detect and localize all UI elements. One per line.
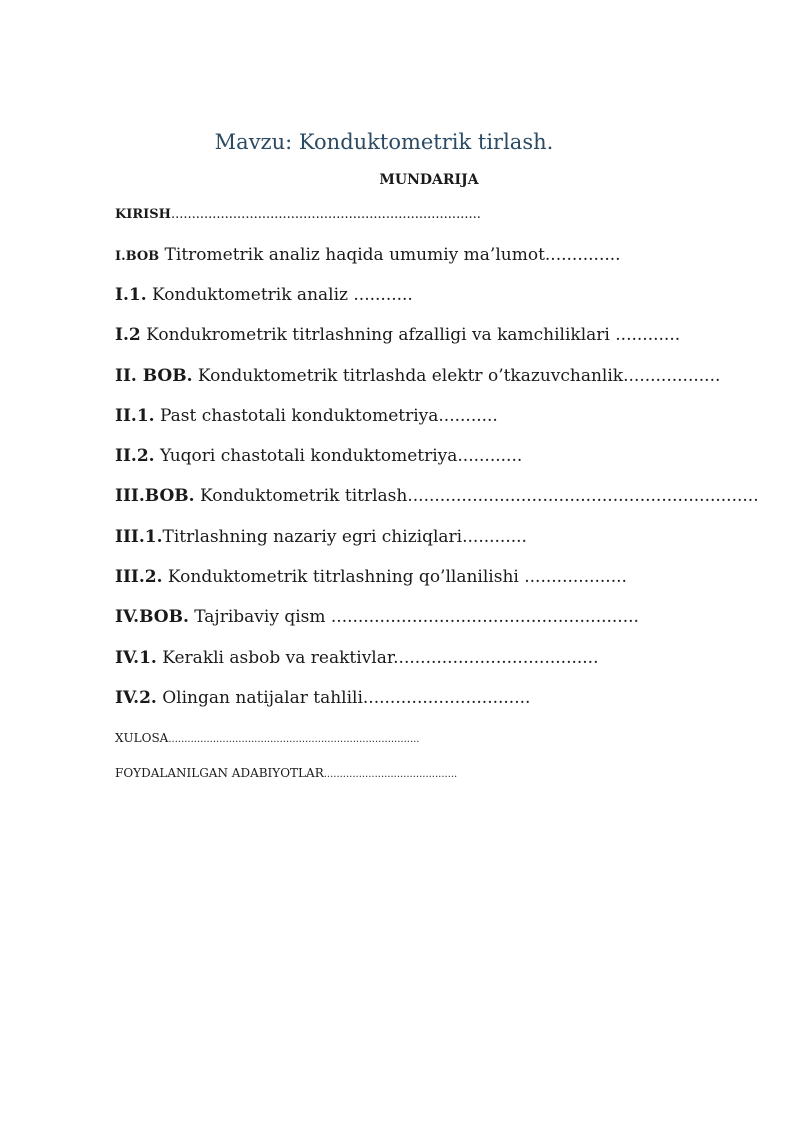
toc-item-1-2: I.2 Kondukrometrik titrlashning afzalligi va kamchiliklari ............ — [115, 325, 681, 345]
toc-item-1-bob: I.BOB Titrometrik analiz haqida umumiy ma’lumot.............. — [115, 245, 621, 265]
toc-item-adabiyotlar: FOYDALANILGAN ADABIYOTLAR.......................................... — [115, 766, 458, 780]
toc-item-2-2: II.2. Yuqori chastotali konduktometriya............ — [115, 446, 523, 466]
toc-item-4-bob: IV.BOB. Tajribaviy qism ......................................................... — [115, 607, 639, 627]
toc-item-3-bob: III.BOB. Konduktometrik titrlash................................................................. — [115, 486, 759, 506]
toc-item-4-1: IV.1. Kerakli asbob va reaktivlar...................................... — [115, 648, 599, 668]
toc-item-2-1: II.1. Past chastotali konduktometriya........... — [115, 406, 498, 426]
toc-item-1-1: I.1. Konduktometrik analiz ........... — [115, 285, 413, 305]
toc-item-4-2: IV.2. Olingan natijalar tahlili............................... — [115, 688, 531, 708]
toc-item-3-2: III.2. Konduktometrik titrlashning qo’llanilishi ................... — [115, 567, 627, 587]
toc-heading: MUNDARIJA — [379, 172, 479, 188]
toc-item-2-bob: II. BOB. Konduktometrik titrlashda elektr o’tkazuvchanlik.................. — [115, 366, 721, 386]
toc-item-xulosa: XULOSA............................................................................... — [115, 731, 420, 745]
document-title: Mavzu: Konduktometrik tirlash. — [214, 130, 554, 154]
toc-item-kirish: KIRISH........................................................................... — [115, 207, 481, 222]
toc-item-3-1: III.1.Titrlashning nazariy egri chiziqlari............ — [115, 527, 527, 547]
